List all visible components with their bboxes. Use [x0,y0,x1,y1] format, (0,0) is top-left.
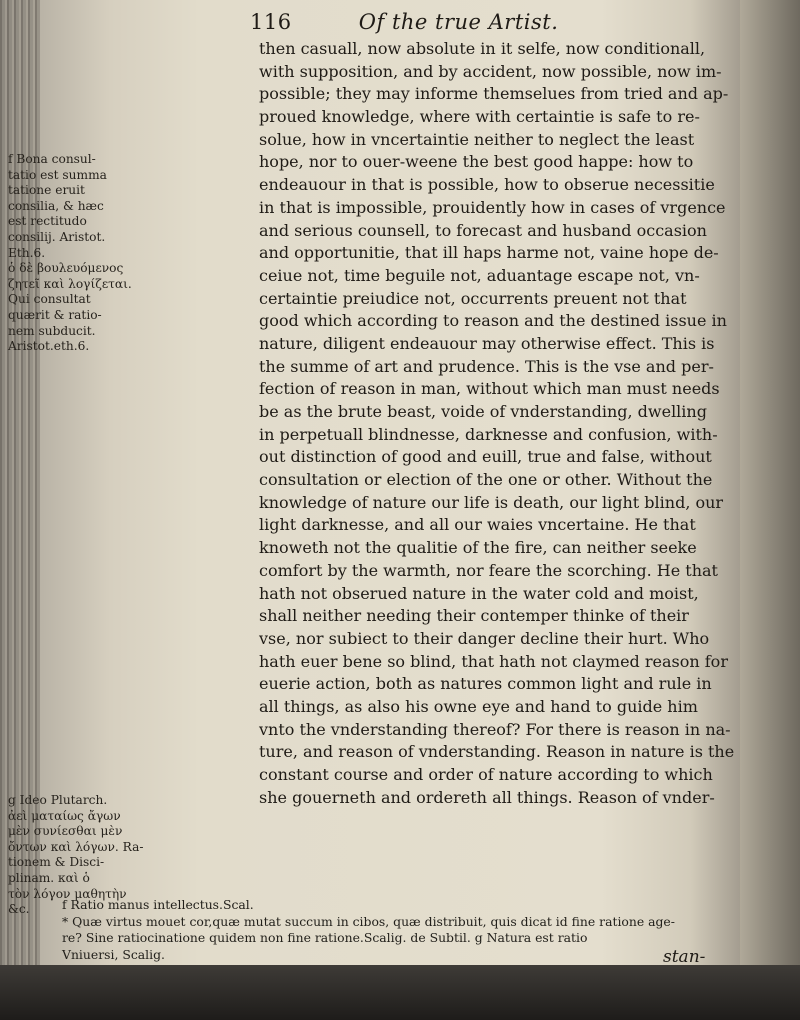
text-line: light darknesse, and all our waies vncertaine. He that [259,515,696,535]
running-header [250,10,710,36]
margin-note-line: nem subducit. [8,323,96,338]
margin-note-line: ὁ δὲ βουλευόμενος [8,261,124,276]
margin-note-line: ὄντων καὶ λόγων. Ra- [8,839,144,854]
footnote-line: * Quæ virtus mouet cor,quæ mutat succum in cibos, quæ distribuit, quis dicat id fine ratione age- [62,913,675,929]
margin-note-line: tionem & Disci- [8,855,105,870]
text-line: fection of reason in man, without which man must needs [259,379,720,399]
text-line: then casuall, now absolute in it selfe, now conditionall, [259,39,706,58]
text-line: knowledge of nature our life is death, our light blind, our [259,492,724,512]
catchword: stan- [663,947,706,967]
text-line: possible; they may informe themselues from tried and ap- [259,84,729,104]
margin-note-f [8,152,132,355]
margin-note-line: &c. [8,902,30,917]
text-line: ceiue not, time beguile not, aduantage escape not, vn- [259,265,700,285]
margin-note-line: consilij. Aristot. [8,229,106,244]
text-line: she gouerneth and ordereth all things. Reason of vnder- [259,787,715,807]
margin-note-line: est rectitudo [8,214,87,229]
text-line: vnto the vnderstanding thereof? For there is reason in na- [259,719,731,739]
main-text-block [259,38,735,809]
text-line: all things, as also his owne eye and hand to guide him [259,696,698,716]
text-line: comfort by the warmth, nor feare the scorching. He that [259,560,718,580]
text-line: and serious counsell, to forecast and husband occasion [259,220,707,240]
text-line: knoweth not the qualitie of the fire, can neither seeke [259,538,697,558]
text-line: hath euer bene so blind, that hath not claymed reason for [259,651,728,671]
text-line: proued knowledge, where with certaintie is safe to re- [259,107,700,127]
text-line: euerie action, both as natures common light and rule in [259,674,712,694]
text-line: hath not obserued nature in the water cold and moist, [259,583,699,603]
text-line: consultation or election of the one or other. Without the [259,470,713,490]
margin-note-line: ἀεὶ ματαίως ἄγων [8,808,121,823]
text-line: in that is impossible, prouidently how in cases of vrgence [259,197,726,217]
text-line: good which according to reason and the destined issue in [259,311,727,331]
facing-page-edge [740,0,800,1020]
text-line: nature, diligent endeauour may otherwise effect. This is [259,333,715,353]
margin-note-line: quærit & ratio- [8,307,102,322]
margin-note-line: tatio est summa [8,167,107,182]
text-line: be as the brute beast, voide of vnderstanding, dwelling [259,402,707,421]
footnotes [62,897,742,963]
margin-note-line: ζητεῖ καὶ λογίζεται. [8,276,132,291]
footnote-line: re? Sine ratiocinatione quidem non fine ratione.Scalig. de Subtil. g Natura est ratio [62,930,588,945]
footnote-line: f Ratio manus intellectus.Scal. [62,897,254,912]
text-line: solue, how in vncertaintie neither to neglect the least [259,129,695,149]
text-line: shall neither needing their contemper thinke of their [259,606,689,626]
running-title: Of the true Artist. [358,10,559,34]
text-line: with supposition, and by accident, now possible, now im- [259,61,722,81]
page-number: 116 [250,10,292,34]
text-line: in perpetuall blindnesse, darknesse and confusion, with- [259,424,718,444]
text-line: constant course and order of nature according to which [259,765,713,784]
margin-note-line: μὲν συνίεσθαι μὲν [8,824,123,839]
margin-note-line: tatione eruit [8,183,85,198]
margin-note-line: consilia, & hæc [8,198,104,213]
text-line: the summe of art and prudence. This is the vse and per- [259,356,714,376]
text-line: and opportunitie, that ill haps harme not, vaine hope de- [259,243,719,263]
text-line: out distinction of good and euill, true and false, without [259,447,712,467]
text-line: hope, nor to ouer-weene the best good happe: how to [259,152,694,172]
text-line: endeauour in that is possible, how to obserue necessitie [259,175,715,195]
footnote-line: Vniuersi, Scalig. [62,946,165,962]
text-line: certaintie preiudice not, occurrents preuent not that [259,288,687,308]
margin-note-line: τὸν λόγον μαθητὴν [8,886,127,901]
margin-note-line: f Bona consul- [8,152,96,166]
margin-note-line: plinam. καὶ ὁ [8,870,90,885]
margin-note-line: Qui consultat [8,292,91,307]
text-line: vse, nor subiect to their danger decline their hurt. Who [259,628,710,648]
margin-note-line: Eth.6. [8,245,46,260]
text-line: ture, and reason of vnderstanding. Reason in nature is the [259,742,735,762]
margin-note-line: g Ideo Plutarch. [8,793,108,807]
margin-note-line: Aristot.eth.6. [8,339,90,354]
scan-bottom-border [0,965,800,1020]
